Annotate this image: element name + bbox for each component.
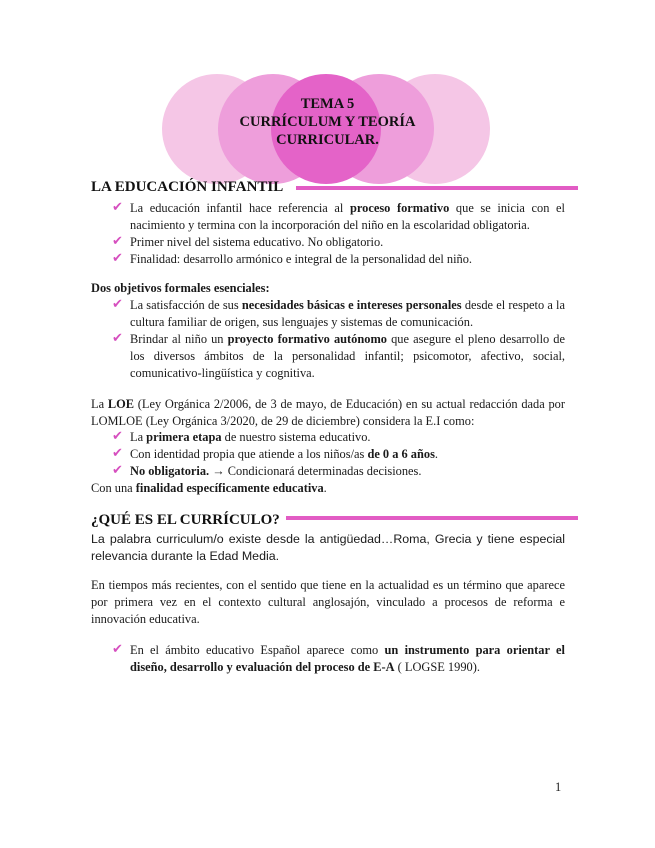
list-item: La educación infantil hace referencia al proceso formativo que se inicia con el nacimiento y termina con la incorporación del niño en la escolaridad obligatoria.: [130, 201, 565, 232]
section-heading-curriculo: ¿QUÉ ES EL CURRÍCULO?: [91, 512, 280, 528]
check-icon: ✔: [112, 429, 123, 444]
list-item: Con identidad propia que atiende a los niños/as de 0 a 6 años.: [130, 447, 439, 461]
list-item: No obligatoria. → Condicionará determinadas decisiones.: [130, 464, 422, 478]
check-icon: ✔: [112, 446, 123, 461]
list-item: La satisfacción de sus necesidades básicas e intereses personales desde el respeto a la cultura familiar de origen, sus lenguajes y sistemas de comunicación.: [130, 298, 565, 329]
list-item: Brindar al niño un proyecto formativo autónomo que asegure el pleno desarrollo de los diversos ámbitos de la personalidad infantil; psicomotor, afectivo, social, comunicativo-lingüística y cognitiva.: [130, 332, 565, 380]
title-line: CURRÍCULUM Y TEORÍA: [239, 114, 416, 130]
check-icon: ✔: [112, 463, 123, 478]
paragraph-tiempos-recientes: En tiempos más recientes, con el sentido que tiene en la actualidad es un término que aparece por primera vez en el contexto cultural anglosajón, vinculado a procesos de reforma e innovación educativa.: [91, 578, 565, 626]
check-icon: ✔: [112, 331, 123, 346]
heading-rule: [286, 516, 578, 520]
check-icon: ✔: [112, 234, 123, 249]
check-icon: ✔: [112, 200, 123, 215]
list-item: En el ámbito educativo Español aparece como un instrumento para orientar el diseño, desarrollo y evaluación del proceso de E-A ( LOGSE 1990).: [130, 643, 565, 674]
page-title: [200, 95, 455, 149]
title-line: CURRICULAR.: [276, 132, 379, 148]
paragraph-curriculum-origen: La palabra curriculum/o existe desde la antigüedad…Roma, Grecia y tiene especial relevancia durante la Edad Media.: [91, 532, 565, 563]
check-icon: ✔: [112, 642, 123, 657]
list-item: Finalidad: desarrollo armónico e integral de la personalidad del niño.: [130, 252, 473, 266]
title-line: TEMA 5: [300, 96, 355, 112]
check-icon: ✔: [112, 251, 123, 266]
arrow-icon: →: [209, 464, 228, 478]
list-item: La primera etapa de nuestro sistema educativo.: [130, 430, 371, 444]
paragraph-loe: La LOE (Ley Orgánica 2/2006, de 3 de mayo, de Educación) en su actual redacción dada por LOMLOE (Ley Orgánica 3/2020, de 29 de diciembre) considera la E.I como:: [91, 397, 565, 428]
section-heading-educacion-infantil: LA EDUCACIÓN INFANTIL: [91, 179, 284, 195]
subheading-objetivos: Dos objetivos formales esenciales:: [91, 281, 270, 295]
check-icon: ✔: [112, 297, 123, 312]
heading-rule: [296, 186, 578, 190]
paragraph-finalidad: Con una finalidad específicamente educativa.: [91, 481, 327, 495]
list-item: Primer nivel del sistema educativo. No obligatorio.: [130, 235, 384, 249]
page-number: 1: [555, 780, 562, 794]
